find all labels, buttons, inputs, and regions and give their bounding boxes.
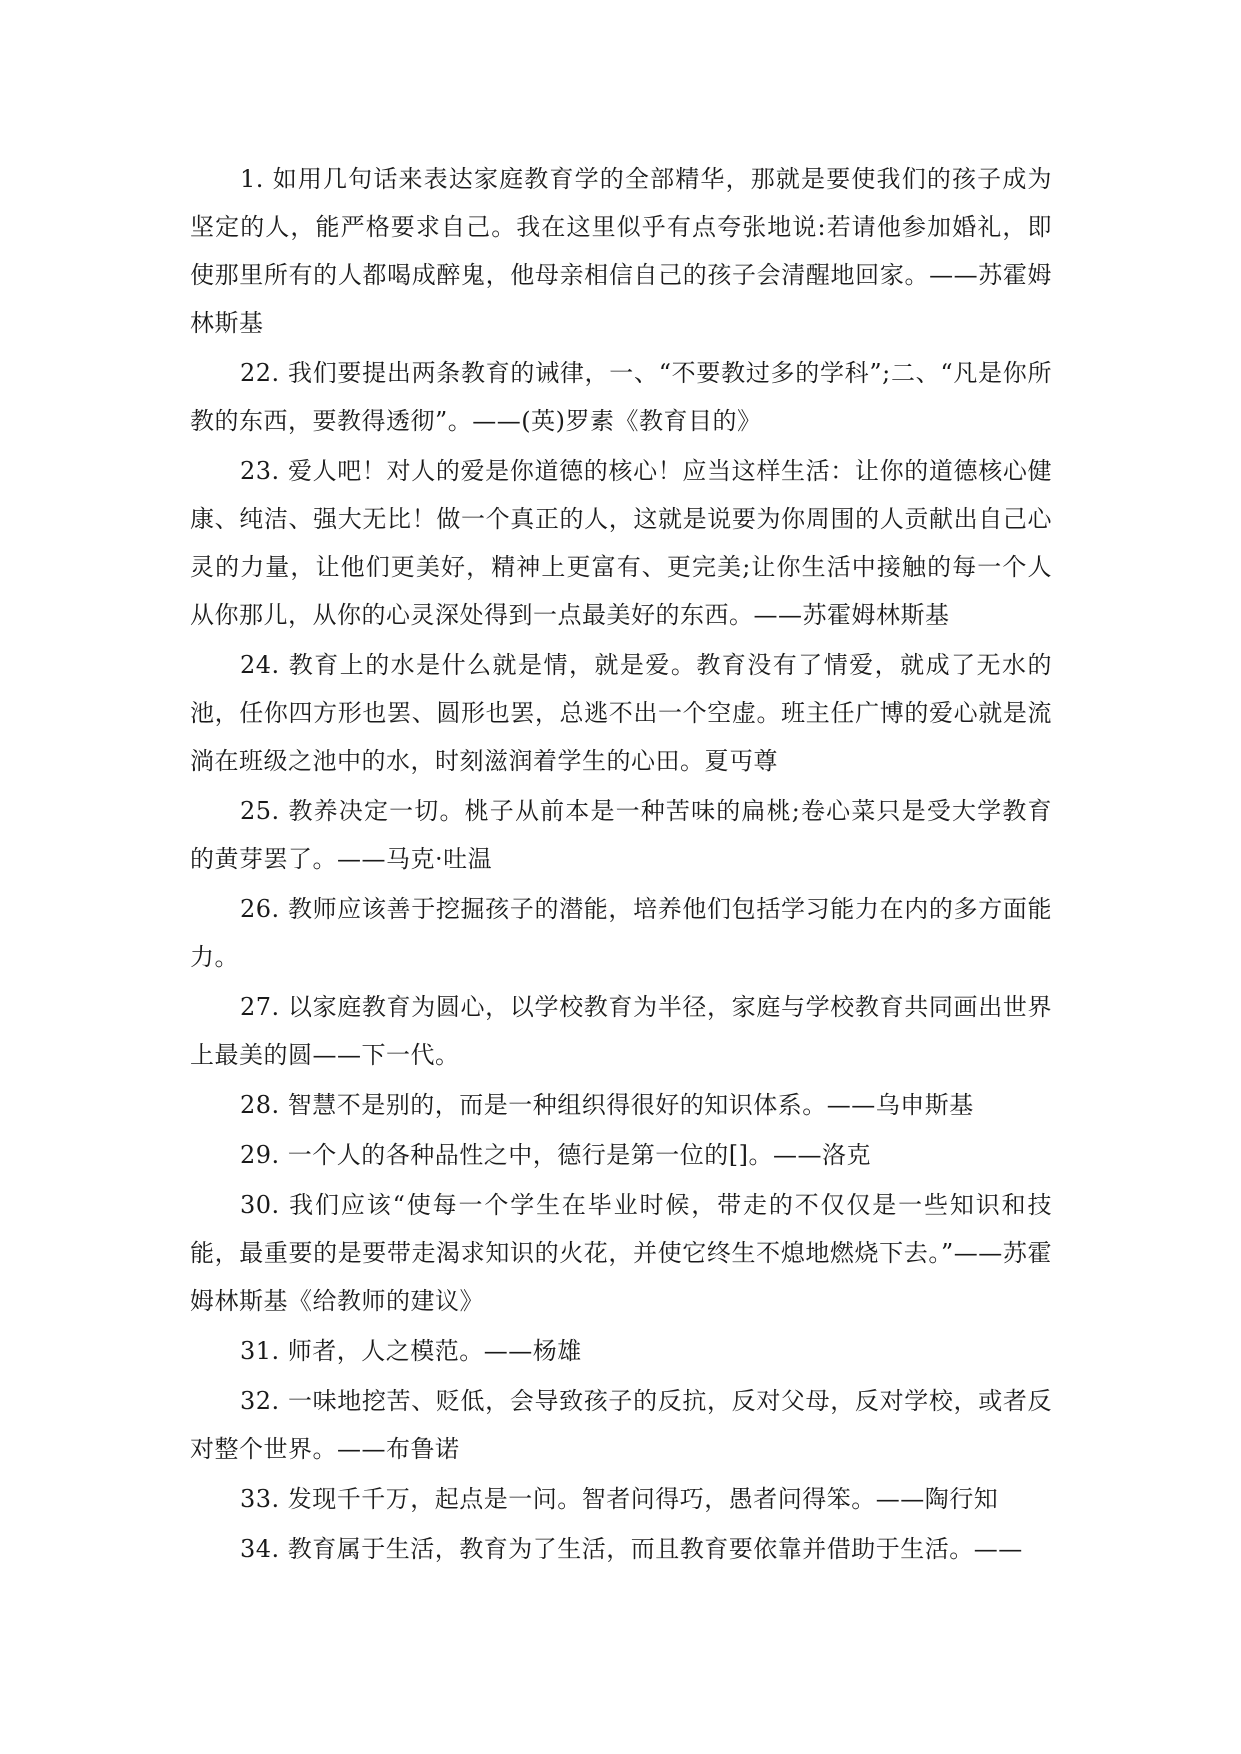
quote-paragraph-28: 28. 智慧不是别的，而是一种组织得很好的知识体系。——乌申斯基: [240, 1091, 974, 1119]
quote-paragraph-34: 34. 教育属于生活，教育为了生活，而且教育要依靠并借助于生活。——: [240, 1535, 1023, 1563]
quote-paragraph-23: 23. 爱人吧！对人的爱是你道德的核心！应当这样生活：让你的道德核心健康、纯洁、强大无比！做一个真正的人，这就是说要为你周围的人贡献出自己心灵的力量，让他们更美好，精神上更富有、更完美;让你生活中接触的每一个人从你那儿，从你的心灵深处得到一点最美好的东西。——苏霍姆林斯基: [190, 457, 1052, 629]
quote-paragraph-25: 25. 教养决定一切。桃子从前本是一种苦味的扁桃;卷心菜只是受大学教育的黄芽罢了。——马克·吐温: [190, 797, 1052, 873]
quote-paragraph-24: 24. 教育上的水是什么就是情，就是爱。教育没有了情爱，就成了无水的池，任你四方形也罢、圆形也罢，总逃不出一个空虚。班主任广博的爱心就是流淌在班级之池中的水，时刻滋润着学生的心田。夏丏尊: [190, 651, 1052, 775]
quote-paragraph-26: 26. 教师应该善于挖掘孩子的潜能，培养他们包括学习能力在内的多方面能力。: [190, 895, 1052, 971]
document-body: [190, 155, 1052, 1575]
quote-paragraph-1: 1. 如用几句话来表达家庭教育学的全部精华，那就是要使我们的孩子成为坚定的人，能严格要求自己。我在这里似乎有点夸张地说:若请他参加婚礼，即使那里所有的人都喝成醉鬼，他母亲相信自己的孩子会清醒地回家。——苏霍姆林斯基: [190, 165, 1052, 337]
quote-paragraph-30: 30. 我们应该“使每一个学生在毕业时候，带走的不仅仅是一些知识和技能，最重要的是要带走渴求知识的火花，并使它终生不熄地燃烧下去。”——苏霍姆林斯基《给教师的建议》: [190, 1191, 1052, 1315]
quote-paragraph-33: 33. 发现千千万，起点是一问。智者问得巧，愚者问得笨。——陶行知: [240, 1485, 999, 1513]
quote-paragraph-22: 22. 我们要提出两条教育的诫律，一、“不要教过多的学科”;二、“凡是你所教的东西，要教得透彻”。——(英)罗素《教育目的》: [190, 359, 1052, 435]
quote-paragraph-29: 29. 一个人的各种品性之中，德行是第一位的[]。——洛克: [240, 1141, 872, 1169]
quote-paragraph-31: 31. 师者，人之模范。——杨雄: [240, 1337, 582, 1365]
quote-paragraph-27: 27. 以家庭教育为圆心，以学校教育为半径，家庭与学校教育共同画出世界上最美的圆——下一代。: [190, 993, 1052, 1069]
quote-paragraph-32: 32. 一味地挖苦、贬低，会导致孩子的反抗，反对父母，反对学校，或者反对整个世界。——布鲁诺: [190, 1387, 1052, 1463]
